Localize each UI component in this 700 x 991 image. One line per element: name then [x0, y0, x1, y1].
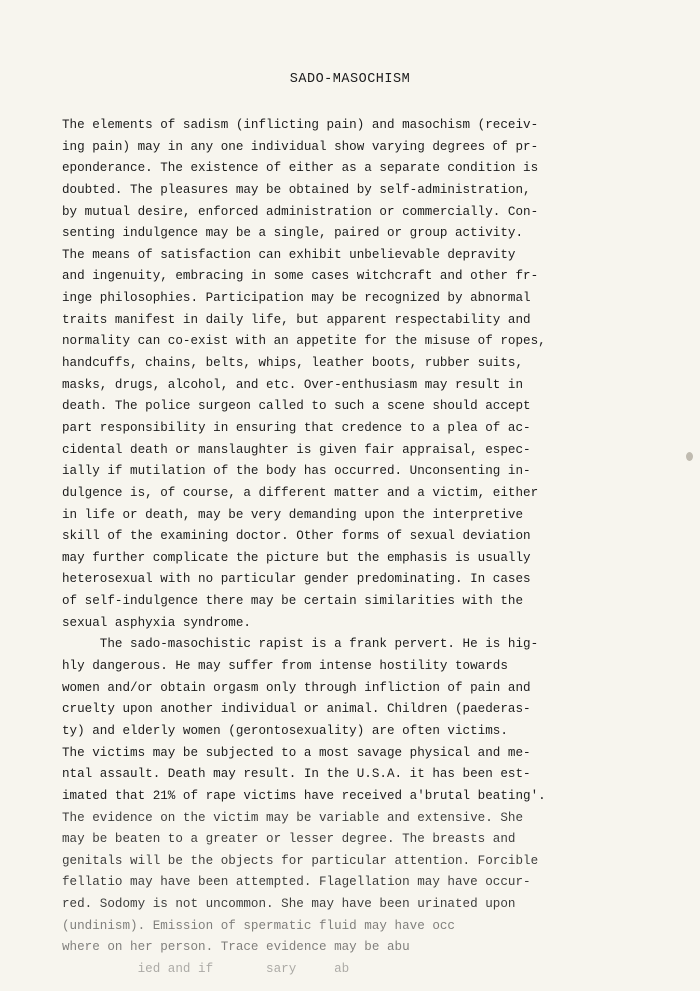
text-line: traits manifest in daily life, but apparent respectability and	[62, 312, 531, 327]
text-line: normality can co-exist with an appetite for the misuse of ropes,	[62, 334, 546, 349]
text-line: of self-indulgence there may be certain similarities with the	[62, 594, 524, 609]
text-line: doubted. The pleasures may be obtained by self-administration,	[62, 182, 531, 197]
text-line: may be beaten to a greater or lesser degree. The breasts and	[62, 832, 516, 847]
text-line: imated that 21% of rape victims have received a'brutal beating'.	[62, 788, 546, 803]
text-line: The elements of sadism (inflicting pain) and masochism (receiv-	[62, 118, 539, 132]
text-line: ntal assault. Death may result. In the U.S.A. it has been est-	[62, 767, 531, 782]
text-line: fellatio may have been attempted. Flagellation may have occur-	[62, 875, 531, 890]
text-line: dulgence is, of course, a different matter and a victim, either	[62, 485, 539, 500]
text-line: handcuffs, chains, belts, whips, leather boots, rubber suits,	[62, 356, 524, 371]
page-title: SADO-MASOCHISM	[289, 72, 411, 87]
text-line: cidental death or manslaughter is given fair appraisal, espec-	[62, 442, 531, 457]
text-line: part responsibility in ensuring that credence to a plea of ac-	[62, 420, 531, 435]
text-line: heterosexual with no particular gender predominating. In cases	[62, 572, 531, 587]
text-line: The victims may be subjected to a most savage physical and me-	[62, 745, 531, 760]
text-line: masks, drugs, alcohol, and etc. Over-enthusiasm may result in	[62, 377, 524, 392]
text-line: inge philosophies. Participation may be recognized by abnormal	[62, 291, 531, 306]
text-line: ied and if sary ab	[62, 961, 350, 976]
text-line: in life or death, may be very demanding upon the interpretive	[62, 507, 524, 522]
text-line: ty) and elderly women (gerontosexuality) are often victims.	[62, 723, 508, 738]
text-line: The evidence on the victim may be variable and extensive. She	[62, 810, 524, 825]
text-line: may further complicate the picture but the emphasis is usually	[62, 550, 531, 565]
text-line: and ingenuity, embracing in some cases witchcraft and other fr-	[62, 269, 539, 284]
text-line: death. The police surgeon called to such a scene should accept	[62, 399, 531, 414]
text-line: eponderance. The existence of either as a separate condition is	[62, 161, 539, 176]
text-line: senting indulgence may be a single, paired or group activity.	[62, 226, 524, 241]
text-line: genitals will be the objects for particular attention. Forcible	[62, 853, 539, 868]
text-line: women and/or obtain orgasm only through infliction of pain and	[62, 680, 531, 695]
text-line: by mutual desire, enforced administration or commercially. Con-	[62, 204, 539, 219]
ink-blot	[686, 452, 693, 461]
text-line: (undinism). Emission of spermatic fluid may have occ	[62, 918, 455, 933]
text-line: sexual asphyxia syndrome.	[62, 615, 251, 630]
text-line: red. Sodomy is not uncommon. She may have been urinated upon	[62, 897, 516, 912]
text-line: The sado-masochistic rapist is a frank pervert. He is hig-	[62, 637, 539, 652]
text-line: cruelty upon another individual or animal. Children (paederas-	[62, 702, 531, 717]
text-line: The means of satisfaction can exhibit unbelievable depravity	[62, 247, 516, 262]
text-line: skill of the examining doctor. Other forms of sexual deviation	[62, 529, 531, 544]
body-text	[62, 115, 662, 981]
text-line: ially if mutilation of the body has occurred. Unconsenting in-	[62, 464, 531, 479]
text-line: hly dangerous. He may suffer from intense hostility towards	[62, 659, 508, 674]
text-line: ing pain) may in any one individual show varying degrees of pr-	[62, 139, 539, 154]
text-line: where on her person. Trace evidence may be abu	[62, 940, 410, 955]
